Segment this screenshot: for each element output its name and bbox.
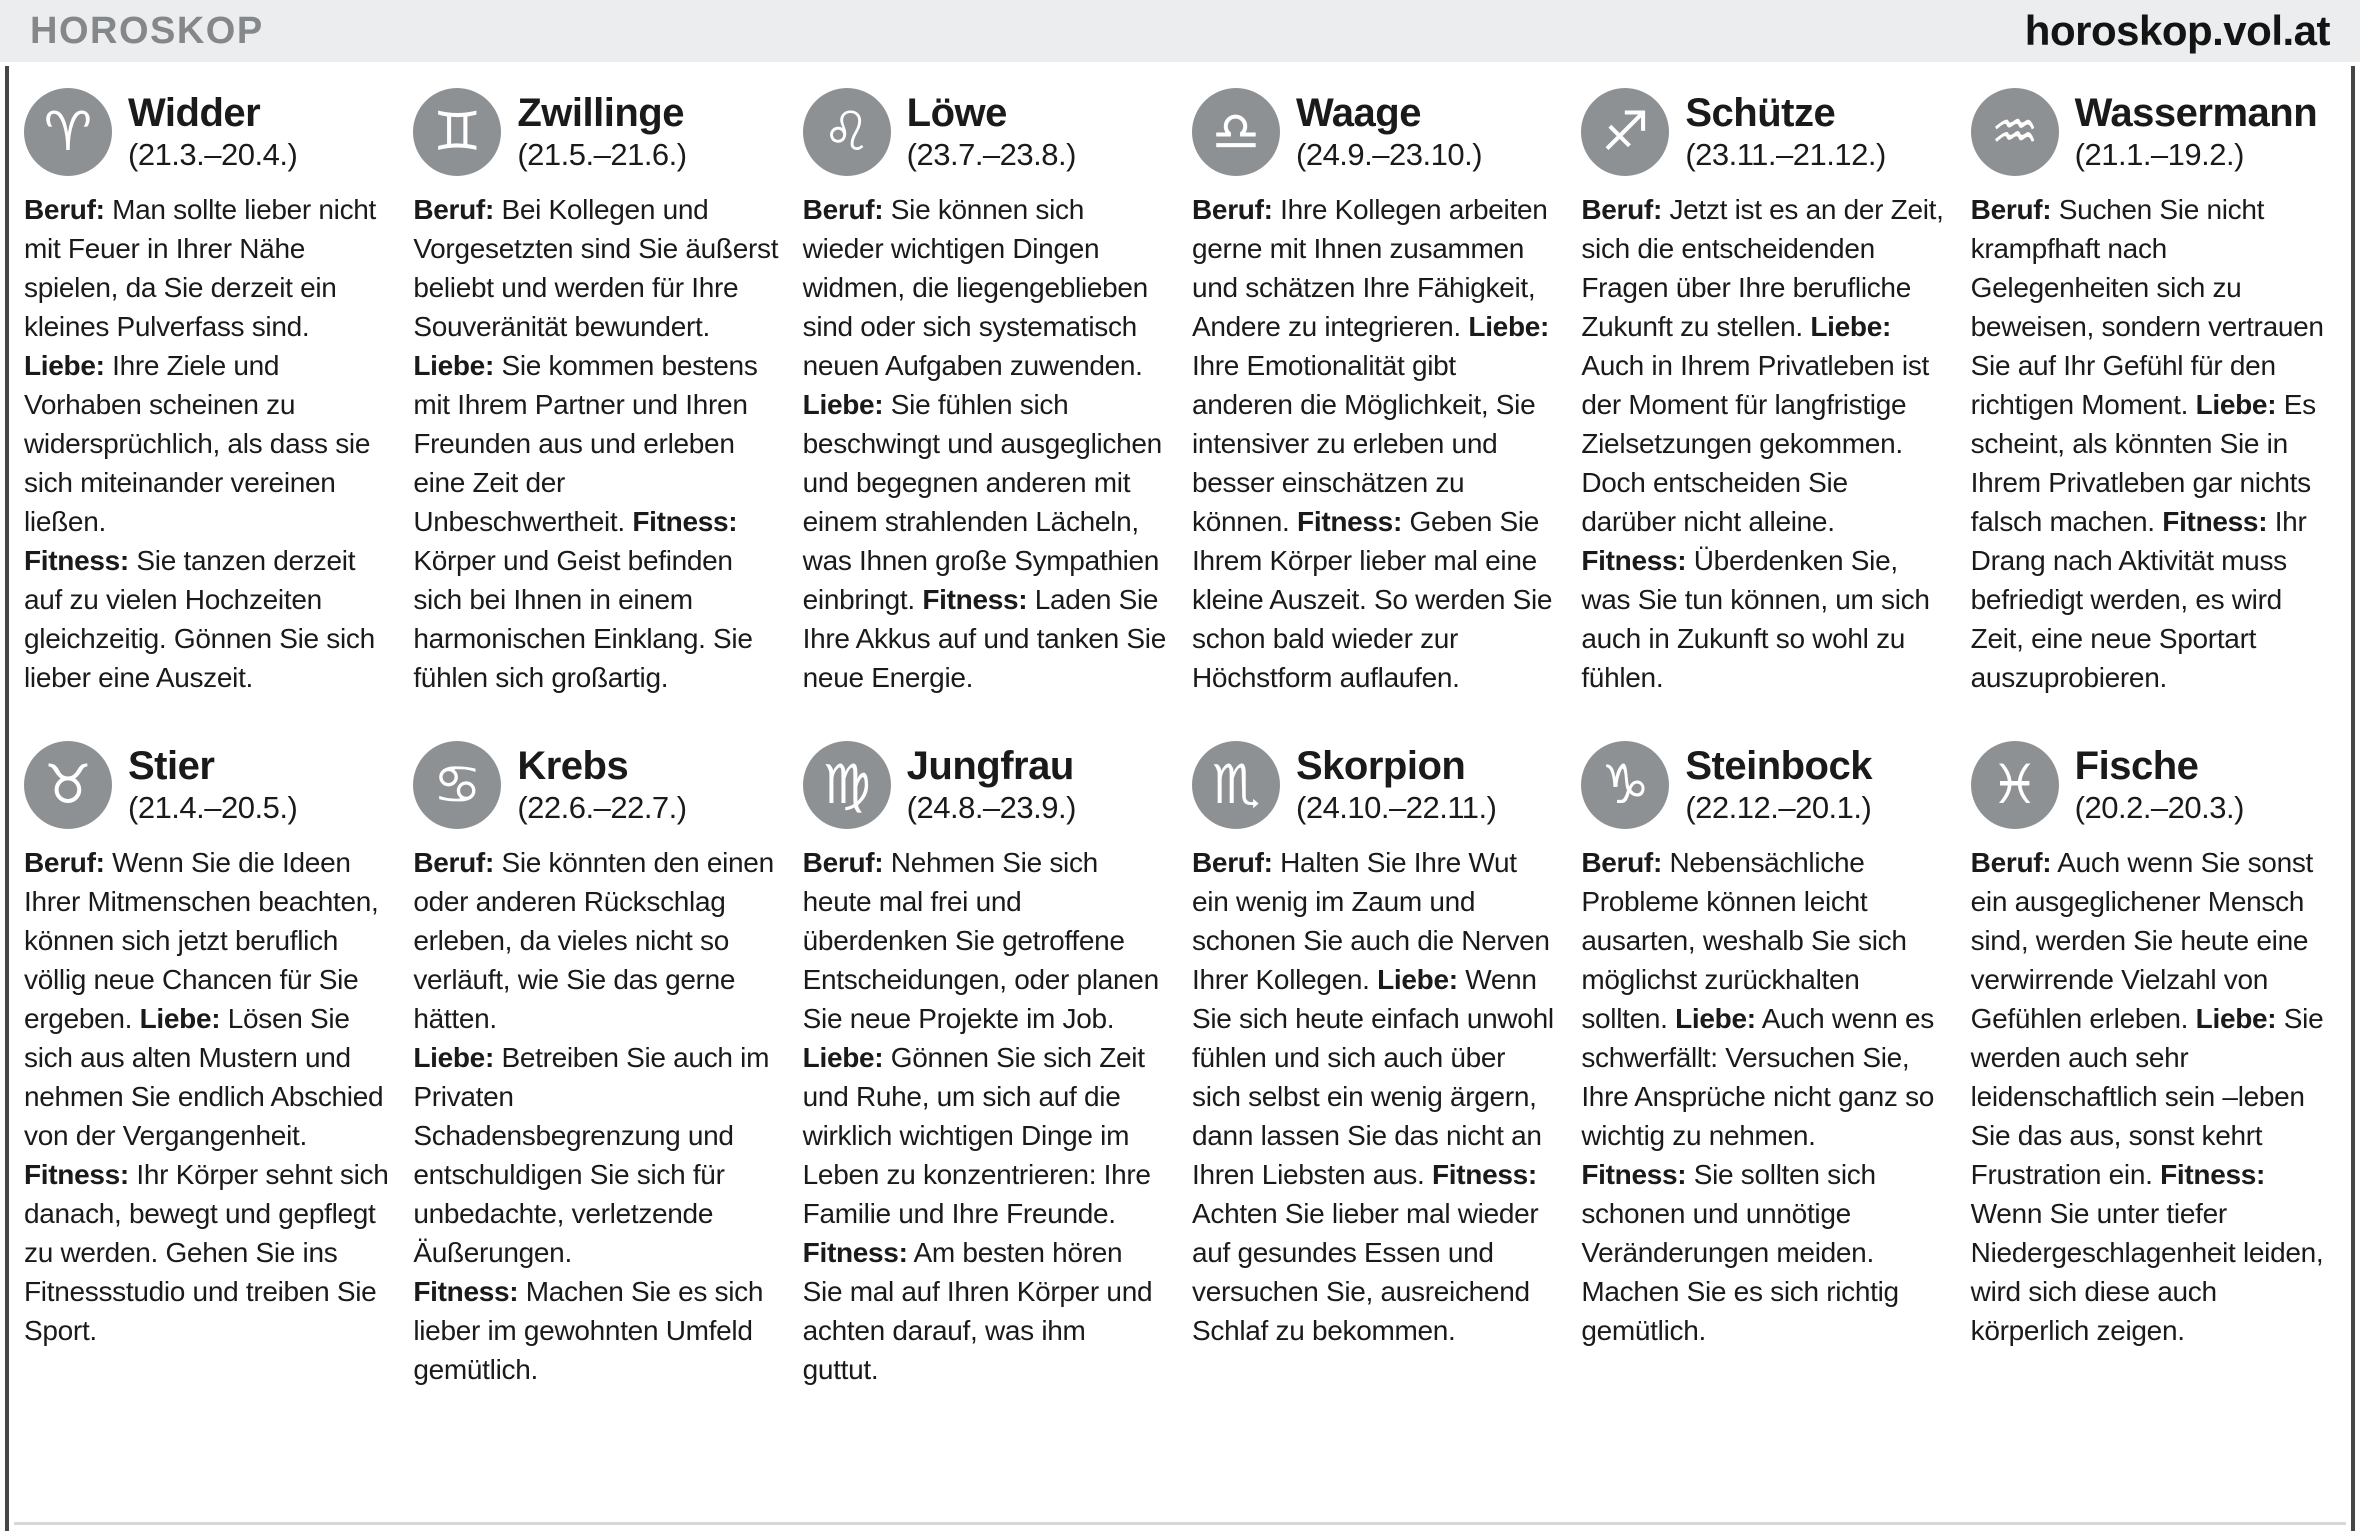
section-label: Fitness: [413,1276,519,1307]
horoscope-grid [0,62,2360,1389]
sign-dates: (23.11.–21.12.) [1685,137,1886,172]
sign-dates: (21.5.–21.6.) [517,137,687,172]
sign-header [1581,741,1946,829]
sign-titles [1685,741,1872,825]
sign-text: Beruf: Jetzt ist es an der Zeit, sich die entscheidenden Fragen über Ihre berufliche Zukunft zu stellen. Liebe: Auch in Ihrem Privatleben ist der Moment für langfristige Zielsetzungen gekommen. Doch entscheiden Sie darüber nicht alleine. Fitness: Überdenken Sie, was Sie tun können, um sich auch in Zukunft so wohl zu fühlen. [1581,194,1944,693]
sign-header [24,741,389,829]
section-label: Fitness: [1581,1159,1687,1190]
sign-dates: (22.12.–20.1.) [1685,790,1872,825]
sign-card [1192,741,1557,1389]
archer-icon: ♐ [1581,88,1669,176]
sign-titles [907,741,1076,825]
section-label: Liebe: [1468,311,1550,342]
sign-name: Skorpion [1296,744,1466,788]
sign-card [1971,88,2336,697]
sign-card [1192,88,1557,697]
section-label: Fitness: [1431,1159,1537,1190]
sign-dates: (22.6.–22.7.) [517,790,687,825]
sign-titles [1296,88,1482,172]
sign-name: Zwillinge [517,91,684,135]
twins-icon: ♊ [413,88,501,176]
section-label: Liebe: [413,1042,494,1073]
sign-dates: (24.9.–23.10.) [1296,137,1483,172]
sign-titles [1685,88,1885,172]
section-label: Beruf: [1581,194,1662,225]
sign-header [1971,88,2336,176]
sign-titles [2075,741,2244,825]
sign-text: Beruf: Suchen Sie nicht krampfhaft nach Gelegenheiten sich zu beweisen, sondern vertrauen Sie auf Ihr Gefühl für den richtigen Moment. Liebe: Es scheint, als könnten Sie in Ihrem Privatleben gar nichts falsch machen. Fitness: Ihr Drang nach Aktivität muss befriedigt werden, es wird Zeit, eine neue Sportart auszuprobieren. [1970,194,2324,693]
sign-titles [2075,88,2318,172]
sign-header [803,88,1168,176]
sign-name: Löwe [906,91,1007,135]
sign-text: Beruf: Nebensächliche Probleme können leicht ausarten, weshalb Sie sich möglichst zurückhalten sollten. Liebe: Auch wenn es schwerfällt: Versuchen Sie, Ihre Ansprüche nicht ganz so wichtig zu nehmen. Fitness: Sie sollten sich schonen und unnötige Veränderungen meiden. Machen Sie es sich richtig gemütlich. [1581,847,1935,1346]
bottom-divider [14,1522,2346,1525]
sign-card [803,741,1168,1389]
page-header [0,0,2360,62]
sign-text: Beruf: Man sollte lieber nicht mit Feuer in Ihrer Nähe spielen, da Sie derzeit ein kleines Pulverfass sind. Liebe: Ihre Ziele und Vorhaben scheinen zu widersprüchlich, als dass sie sich miteinander vereinen ließen. Fitness: Sie tanzen derzeit auf zu vielen Hochzeiten gleichzeitig. Gönnen Sie sich lieber eine Auszeit. [24,194,377,693]
sign-dates: (20.2.–20.3.) [2074,790,2244,825]
section-label: Liebe: [24,350,105,381]
sign-name: Jungfrau [906,744,1074,788]
sign-dates: (21.4.–20.5.) [128,790,298,825]
lion-icon: ♌ [803,88,891,176]
section-label: Liebe: [802,1042,884,1073]
section-label: Fitness: [24,545,129,576]
sign-header [1971,741,2336,829]
scorpion-icon: ♏ [1192,741,1280,829]
section-label: Fitness: [632,506,738,537]
section-label: Beruf: [1970,847,2052,878]
section-label: Liebe: [1810,311,1891,342]
sign-card [1581,741,1946,1389]
sign-text: Beruf: Sie könnten den einen oder anderen Rückschlag erleben, da vieles nicht so verläuft, wie Sie das gerne hätten. Liebe: Betreiben Sie auch im Privaten Schadensbegrenzung und entschuldigen Sie sich für unbedachte, verletzende Äußerungen. Fitness: Machen Sie es sich lieber im gewohnten Umfeld gemütlich. [413,847,774,1385]
section-label: Beruf: [413,847,494,878]
sign-titles [517,741,686,825]
section-label: Fitness: [1297,506,1402,537]
sign-dates: (23.7.–23.8.) [906,137,1076,172]
maiden-icon: ♍ [803,741,891,829]
sign-text: Beruf: Wenn Sie die Ideen Ihrer Mitmenschen beachten, können sich jetzt beruflich völlig neue Chancen für Sie ergeben. Liebe: Lösen Sie sich aus alten Mustern und nehmen Sie endlich Abschied von der Vergangenheit. Fitness: Ihr Körper sehnt sich danach, bewegt und gepflegt zu werden. Gehen Sie ins Fitnessstudio und treiben Sie Sport. [24,847,389,1346]
sign-text: Beruf: Sie können sich wieder wichtigen Dingen widmen, die liegengeblieben sind oder sich systematisch neuen Aufgaben zuwenden. Liebe: Sie fühlen sich beschwingt und ausgeglichen und begegnen anderen mit einem strahlenden Lächeln, was Ihnen große Sympathien einbringt. Fitness: Laden Sie Ihre Akkus auf und tanken Sie neue Energie. [802,194,1166,693]
section-label: Liebe: [1377,964,1458,995]
sign-header [24,88,389,176]
section-label: Liebe: [139,1003,221,1034]
sign-text: Beruf: Bei Kollegen und Vorgesetzten sind Sie äußerst beliebt und werden für Ihre Souveränität bewundert. Liebe: Sie kommen bestens mit Ihrem Partner und Ihren Freunden aus und erleben eine Zeit der Unbeschwertheit. Fitness: Körper und Geist befinden sich bei Ihnen in einem harmonischen Einklang. Sie fühlen sich großartig. [413,194,779,693]
sign-header [1581,88,1946,176]
sign-text: Beruf: Halten Sie Ihre Wut ein wenig im Zaum und schonen Sie auch die Nerven Ihrer Kollegen. Liebe: Wenn Sie sich heute einfach unwohl fühlen und sich auch über sich selbst ein wenig ärgern, dann lassen Sie das nicht an Ihren Liebsten aus. Fitness: Achten Sie lieber mal wieder auf gesundes Essen und versuchen Sie, ausreichend Schlaf zu bekommen. [1192,847,1554,1346]
sign-titles [1296,741,1496,825]
sign-name: Krebs [517,744,629,788]
section-label: Beruf: [1970,194,2052,225]
sign-text: Beruf: Nehmen Sie sich heute mal frei und überdenken Sie getroffene Entscheidungen, oder planen Sie neue Projekte im Job. Liebe: Gönnen Sie sich Zeit und Ruhe, um sich auf die wirklich wichtigen Dinge im Leben zu konzentrieren: Ihre Familie und Ihre Freunde. Fitness: Am besten hören Sie mal auf Ihren Körper und achten darauf, was ihm guttut. [802,847,1159,1385]
sign-name: Schütze [1685,91,1836,135]
section-label: Liebe: [413,350,494,381]
sign-titles [128,741,297,825]
sign-dates: (21.1.–19.2.) [2074,137,2244,172]
sign-card [24,88,389,697]
sign-dates: (24.8.–23.9.) [906,790,1076,825]
scales-icon: ♎ [1192,88,1280,176]
sign-name: Fische [2074,744,2199,788]
website-url: horoskop.vol.at [2024,7,2330,54]
water-bearer-icon: ♒ [1971,88,2059,176]
section-label: Liebe: [2195,389,2277,420]
section-label: Fitness: [1581,545,1687,576]
sign-name: Waage [1296,91,1421,135]
section-label: Beruf: [1192,847,1273,878]
section-label: Fitness: [2160,1159,2266,1190]
crab-icon: ♋ [413,741,501,829]
section-label: Fitness: [922,584,1028,615]
sign-card [1971,741,2336,1389]
section-label: Liebe: [802,389,884,420]
section-label: Liebe: [2195,1003,2277,1034]
sign-header [413,741,778,829]
sign-name: Wassermann [2074,91,2318,135]
section-label: Beruf: [802,194,884,225]
sign-card [413,88,778,697]
page-title: HOROSKOP [30,9,264,52]
sign-text: Beruf: Ihre Kollegen arbeiten gerne mit Ihnen zusammen und schätzen Ihre Fähigkeit, Andere zu integrieren. Liebe: Ihre Emotionalität gibt anderen die Möglichkeit, Sie intensiver zu erleben und besser einschätzen zu können. Fitness: Geben Sie Ihrem Körper lieber mal eine kleine Auszeit. So werden Sie schon bald wieder zur Höchstform auflaufen. [1192,194,1553,693]
goat-icon: ♑ [1581,741,1669,829]
sign-name: Stier [128,744,215,788]
fishes-icon: ♓ [1971,741,2059,829]
section-label: Liebe: [1675,1003,1756,1034]
sign-header [803,741,1168,829]
section-label: Fitness: [24,1159,129,1190]
section-label: Beruf: [24,847,105,878]
sign-titles [128,88,297,172]
section-label: Fitness: [2162,506,2268,537]
bull-icon: ♉ [24,741,112,829]
section-label: Fitness: [802,1237,908,1268]
sign-titles [517,88,686,172]
sign-header [1192,88,1557,176]
sign-card [24,741,389,1389]
sign-titles [907,88,1076,172]
sign-name: Widder [128,91,261,135]
sign-text: Beruf: Auch wenn Sie sonst ein ausgeglichener Mensch sind, werden Sie heute eine verwirrende Vielzahl von Gefühlen erleben. Liebe: Sie werden auch sehr leidenschaftlich sein –leben Sie das aus, sonst kehrt Frustration ein. Fitness: Wenn Sie unter tiefer Niedergeschlagenheit leiden, wird sich diese auch körperlich zeigen. [1970,847,2324,1346]
section-label: Beruf: [1192,194,1273,225]
page-edge-line-right [2351,66,2355,1531]
sign-card [803,88,1168,697]
sign-dates: (24.10.–22.11.) [1296,790,1497,825]
sign-name: Steinbock [1685,744,1872,788]
section-label: Beruf: [413,194,494,225]
section-label: Beruf: [24,194,105,225]
ram-icon: ♈ [24,88,112,176]
sign-card [1581,88,1946,697]
sign-dates: (21.3.–20.4.) [128,137,298,172]
sign-header [1192,741,1557,829]
section-label: Beruf: [1581,847,1662,878]
section-label: Beruf: [802,847,884,878]
page-edge-line-left [5,66,9,1531]
sign-header [413,88,778,176]
sign-card [413,741,778,1389]
